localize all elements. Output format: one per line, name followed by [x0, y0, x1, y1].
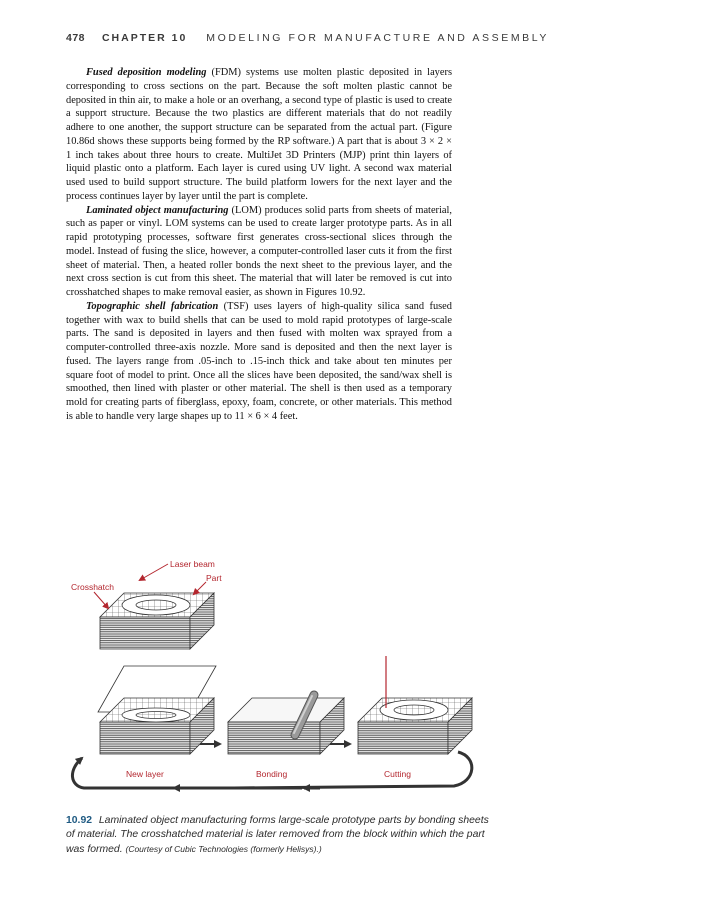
label-bonding: Bonding [256, 769, 288, 779]
page-number: 478 [66, 32, 86, 44]
paragraph-tsf [66, 300, 452, 424]
label-part: Part [206, 573, 222, 583]
chapter-label: CHAPTER 10 [101, 32, 188, 44]
part-pointer [194, 582, 206, 594]
cutting-block [358, 656, 472, 754]
body-text [66, 66, 452, 424]
caption-credit: (Courtesy of Cubic Technologies (formerly Helisys).) [125, 844, 322, 854]
label-new-layer: New layer [126, 769, 164, 779]
caption-text: Laminated object manufacturing forms large-scale prototype parts by bonding sheets of material. The crosshatched material is later removed from the block within which the part was formed. [66, 815, 489, 855]
chapter-title: MODELING FOR MANUFACTURE AND ASSEMBLY [206, 32, 550, 44]
figure-number: 10.92 [66, 815, 93, 826]
label-cutting: Cutting [384, 769, 411, 779]
paragraph-fdm-text: (FDM) systems use molten plastic deposited in layers corresponding to cross sections on the part. Because the soft molten plastic cannot be deposited in thin air, to make a hole or an overhang, a second type of plastic is used to create a support structure. Because the two plastics are different materials that do not readily adhere to one another, the support structure can be separated from the actual part. (Figure 10.86d shows these supports being formed by the RP software.) A part that is about 3 × 2 × 1 inch takes about three hours to create. MultiJet 3D Printers (MJP) print thin layers of liquid plastic onto a platform. Each layer is cured using UV light. A second wax material used used to build support structure. The build platform lowers for the next layer and the process continues layer by layer until the part is complete. [66, 67, 452, 202]
label-crosshatch: Crosshatch [71, 582, 114, 592]
paragraph-tsf-text: (TSF) uses layers of high-quality silica sand fused together with wax to build shells that can be used to mold rapid prototypes of large-scale parts. The sand is deposited in layers and then fused with molten wax sprayed from a computer-controlled three-axis nozzle. More sand is deposited and then the next layer is fused. The layers range from .05-inch to .15-inch thick and take about ten minutes per square foot of model to print. Once all the slices have been deposited, the sand/wax shell is smoothed, then lined with plaster or other material. The shell is then used as a temporary mold for creating parts of fiberglass, epoxy, foam, concrete, or other materials. This method is able to handle very large shapes up to 11 × 6 × 4 feet. [66, 300, 452, 422]
crosshatch-pointer [94, 592, 108, 608]
top-block [100, 593, 214, 649]
paragraph-fdm [66, 66, 452, 204]
figure-caption [66, 814, 496, 857]
paragraph-lom-text: (LOM) produces solid parts from sheets of material, such as paper or vinyl. LOM systems can be used to create larger prototype parts. As in all rapid prototyping processes, software first generates cross-sectional slices through the model. Instead of fusing the slice, however, a computer-controlled laser cuts it from the first sheet of material. Then, a heated roller bonds the next sheet to the previous layer, and the next cross section is cut from this sheet. The material that will later be removed is cut into crosshatched shapes to make removal easier, as shown in Figures 10.92. [66, 204, 453, 298]
term-tsf: Topographic shell fabrication [86, 300, 219, 312]
new-layer-block [100, 698, 214, 754]
bonding-block [228, 698, 344, 754]
paragraph-lom [66, 204, 452, 300]
laser-beam-pointer [140, 564, 168, 580]
label-laser-beam: Laser beam [170, 559, 215, 569]
lom-process-diagram [58, 552, 488, 804]
running-header [66, 32, 549, 44]
term-lom: Laminated object manufacturing [86, 204, 229, 216]
term-fdm: Fused deposition modeling [86, 67, 207, 78]
lom-figure [58, 552, 488, 804]
